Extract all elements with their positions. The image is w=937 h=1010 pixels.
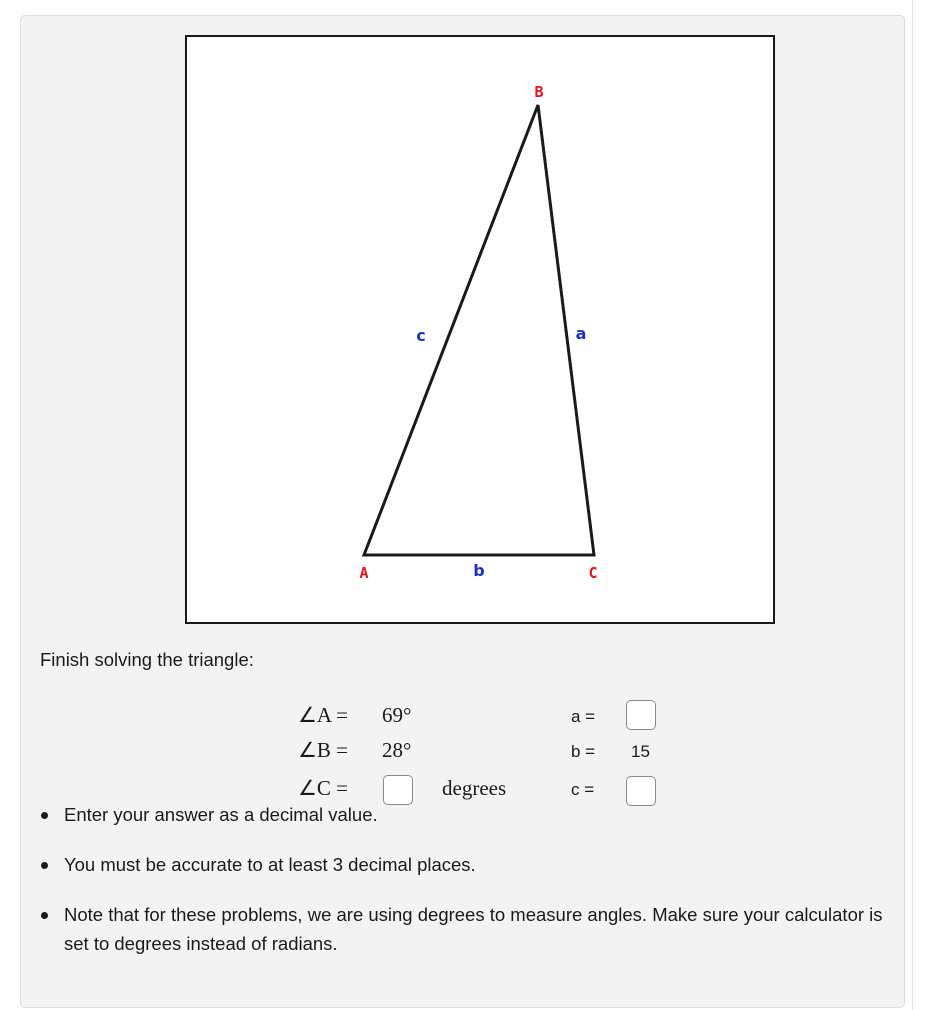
triangle-diagram	[187, 37, 773, 622]
instruction-item	[64, 900, 884, 958]
instruction-item	[64, 800, 884, 829]
angle-b-value: 28°	[382, 738, 412, 762]
side-label-a: a	[575, 324, 587, 343]
angle-c-unit: degrees	[442, 776, 507, 800]
angle-a-value: 69°	[382, 703, 412, 727]
instruction-list	[64, 800, 884, 979]
angle-b-label: ∠B =	[298, 738, 348, 762]
vertex-label-c: C	[588, 564, 598, 582]
triangle-figure	[185, 35, 775, 624]
side-c-label: c =	[571, 780, 595, 799]
vertex-label-a: A	[359, 564, 369, 582]
side-b-label: b =	[571, 742, 596, 761]
instruction-text: You must be accurate to at least 3 decimal places.	[64, 854, 476, 875]
side-label-c: c	[416, 326, 426, 345]
instruction-item	[64, 850, 884, 879]
triangle-shape	[364, 105, 594, 555]
instruction-text: Enter your answer as a decimal value.	[64, 804, 378, 825]
bullet-icon	[41, 812, 48, 819]
side-label-b: b	[473, 561, 485, 580]
side-b-value: 15	[631, 742, 650, 761]
bullet-icon	[41, 862, 48, 869]
problem-prompt: Finish solving the triangle:	[40, 649, 254, 670]
vertex-label-b: B	[534, 83, 544, 101]
angle-a-label: ∠A =	[298, 703, 348, 727]
bullet-icon	[41, 912, 48, 919]
side-a-label: a =	[571, 707, 596, 726]
angle-c-label: ∠C =	[298, 776, 348, 800]
scrollbar-divider	[912, 0, 913, 1010]
instruction-text: Note that for these problems, we are using degrees to measure angles. Make sure your calculator is set to degrees instead of radians.	[64, 904, 883, 954]
side-a-input[interactable]	[626, 700, 656, 730]
